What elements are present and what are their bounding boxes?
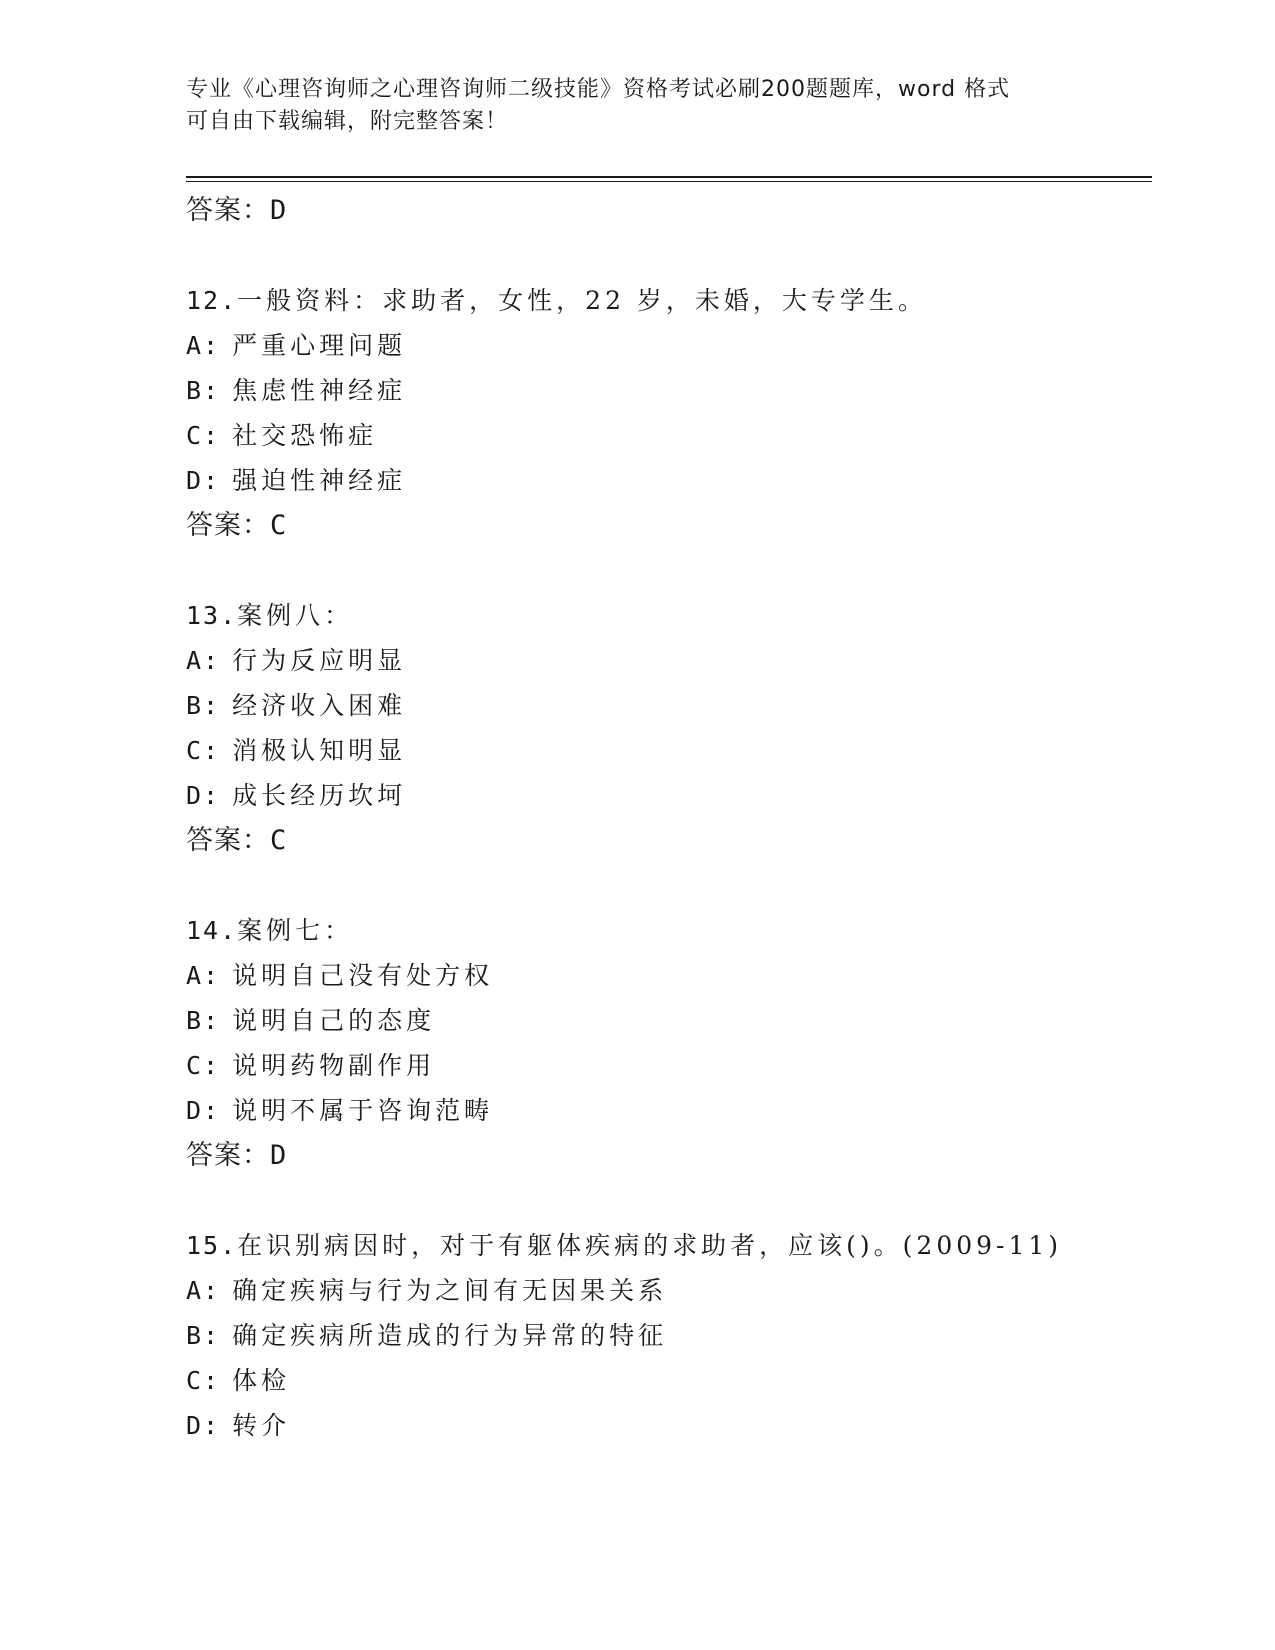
answer-value: C bbox=[270, 510, 288, 541]
option-d: D: 强迫性神经症 bbox=[186, 466, 407, 495]
header-divider-thick bbox=[186, 176, 1152, 178]
option-c: C: 体检 bbox=[186, 1366, 291, 1395]
question-number: 12. bbox=[186, 286, 238, 315]
question-list bbox=[186, 188, 1146, 1448]
option-d: D: 说明不属于咨询范畴 bbox=[186, 1096, 494, 1125]
header-divider-thin bbox=[186, 181, 1152, 182]
answer-line bbox=[186, 1133, 1146, 1179]
question-12 bbox=[186, 278, 1146, 549]
header-line-1: 专业《心理咨询师之心理咨询师二级技能》资格考试必刷200题题库，word 格式 bbox=[186, 77, 1011, 102]
answer-value: D bbox=[270, 195, 288, 226]
answer-line bbox=[186, 818, 1146, 864]
question-number: 15. bbox=[186, 1231, 238, 1260]
question-stem bbox=[186, 908, 1146, 953]
answer-value: D bbox=[270, 1140, 288, 1171]
question-stem bbox=[186, 593, 1146, 638]
question-text: 案例七： bbox=[237, 916, 354, 945]
question-text: 案例八： bbox=[237, 601, 354, 630]
option-c: C: 说明药物副作用 bbox=[186, 1051, 436, 1080]
answer-label: 答案： bbox=[186, 510, 270, 541]
question-stem bbox=[186, 1223, 1146, 1268]
option-c: C: 消极认知明显 bbox=[186, 736, 407, 765]
option-a: A: 确定疾病与行为之间有无因果关系 bbox=[186, 1276, 668, 1305]
answer-line bbox=[186, 503, 1146, 549]
option-a: A: 说明自己没有处方权 bbox=[186, 961, 494, 990]
header-line-2: 可自由下载编辑，附完整答案！ bbox=[186, 109, 509, 134]
question-13 bbox=[186, 593, 1146, 864]
answer-value: C bbox=[270, 825, 288, 856]
question-number: 14. bbox=[186, 916, 238, 945]
answer-line bbox=[186, 188, 1146, 234]
question-number: 13. bbox=[186, 601, 238, 630]
option-d: D: 成长经历坎坷 bbox=[186, 781, 407, 810]
question-text: 在识别病因时，对于有躯体疾病的求助者，应该()。(2009-11) bbox=[237, 1231, 1063, 1260]
option-d: D: 转介 bbox=[186, 1411, 291, 1440]
answer-label: 答案： bbox=[186, 195, 270, 226]
option-b: B: 说明自己的态度 bbox=[186, 1006, 436, 1035]
question-15 bbox=[186, 1223, 1146, 1448]
answer-label: 答案： bbox=[186, 825, 270, 856]
question-14 bbox=[186, 908, 1146, 1179]
option-b: B: 经济收入困难 bbox=[186, 691, 407, 720]
option-a: A: 严重心理问题 bbox=[186, 331, 407, 360]
option-b: B: 确定疾病所造成的行为异常的特征 bbox=[186, 1321, 668, 1350]
question-text: 一般资料：求助者，女性，22 岁，未婚，大专学生。 bbox=[237, 286, 927, 315]
question-stem bbox=[186, 278, 1146, 323]
option-b: B: 焦虑性神经症 bbox=[186, 376, 407, 405]
option-a: A: 行为反应明显 bbox=[186, 646, 407, 675]
answer-label: 答案： bbox=[186, 1140, 270, 1171]
document-header bbox=[186, 74, 1066, 138]
option-c: C: 社交恐怖症 bbox=[186, 421, 378, 450]
